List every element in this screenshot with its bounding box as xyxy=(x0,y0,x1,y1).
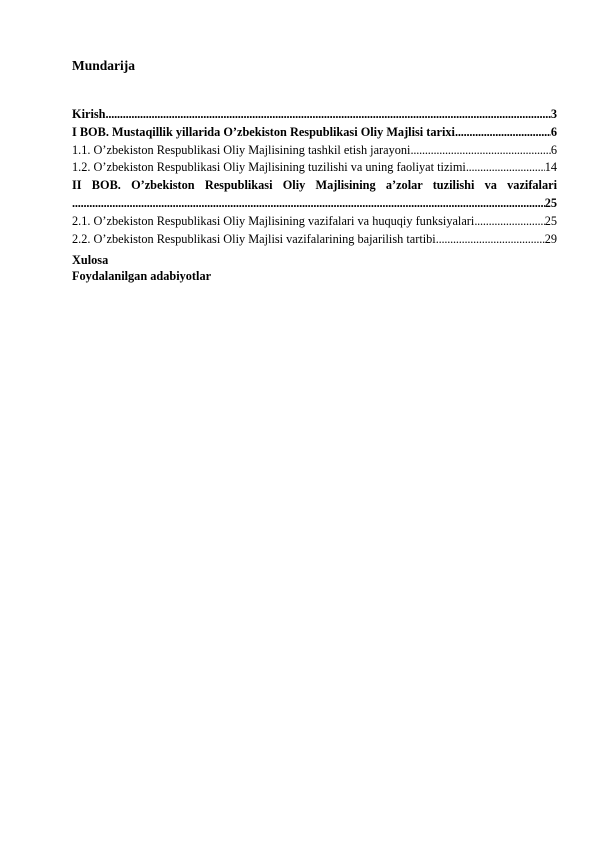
toc-entry-references: Foydalanilgan adabiyotlar xyxy=(72,269,212,284)
toc-entry-label: 2.1. O’zbekiston Respublikasi Oliy Majlisining vazifalari va huquqiy funksiyalari xyxy=(72,213,475,228)
toc-leader-dots xyxy=(436,231,545,247)
toc-entry-page: 14 xyxy=(544,160,557,175)
toc-entry-xulosa: Xulosa xyxy=(72,253,109,268)
page-title: Mundarija xyxy=(72,58,136,73)
toc-entry-2-1 xyxy=(72,213,557,229)
toc-entry-label: Kirish xyxy=(72,107,106,121)
toc-entry-label: I BOB. Mustaqillik yillarida O’zbekiston Respublikasi Oliy Majlisi tarixi xyxy=(72,124,455,139)
toc-entry-2-2 xyxy=(72,231,557,247)
toc-entry-label: 2.2. O’zbekiston Respublikasi Oliy Majlisi vazifalarining bajarilish tartibi xyxy=(72,231,436,246)
toc-leader-dots xyxy=(455,124,551,140)
table-of-contents xyxy=(72,106,557,284)
toc-entry-1-2 xyxy=(72,159,557,175)
toc-entry-page: 29 xyxy=(544,231,557,246)
toc-leader-dots xyxy=(466,159,545,175)
toc-entry-label: 1.2. O’zbekiston Respublikasi Oliy Majlisining tuzilishi va uning faoliyat tizimi xyxy=(72,160,466,175)
toc-entry-label: II BOB. O’zbekiston Respublikasi Oliy Majlisining a’zolar tuzilishi va vazifalari xyxy=(72,178,557,193)
toc-entry-chapter-1 xyxy=(72,124,557,140)
toc-entry-kirish xyxy=(72,106,557,122)
toc-entry-page: 25 xyxy=(544,195,557,210)
toc-leader-dots xyxy=(474,213,544,229)
toc-leader-dots xyxy=(410,142,550,158)
toc-leader-dots xyxy=(72,195,545,211)
toc-entry-1-1 xyxy=(72,142,557,158)
toc-entry-page: 3 xyxy=(550,107,557,121)
toc-leader-dots xyxy=(105,106,550,122)
toc-entry-chapter-2-leader xyxy=(72,195,557,211)
toc-entry-chapter-2 xyxy=(72,177,557,193)
toc-entry-page: 6 xyxy=(550,142,557,157)
toc-entry-label: 1.1. O’zbekiston Respublikasi Oliy Majlisining tashkil etish jarayoni xyxy=(72,142,411,157)
toc-entry-page: 25 xyxy=(544,213,557,228)
toc-entry-page: 6 xyxy=(550,124,557,139)
